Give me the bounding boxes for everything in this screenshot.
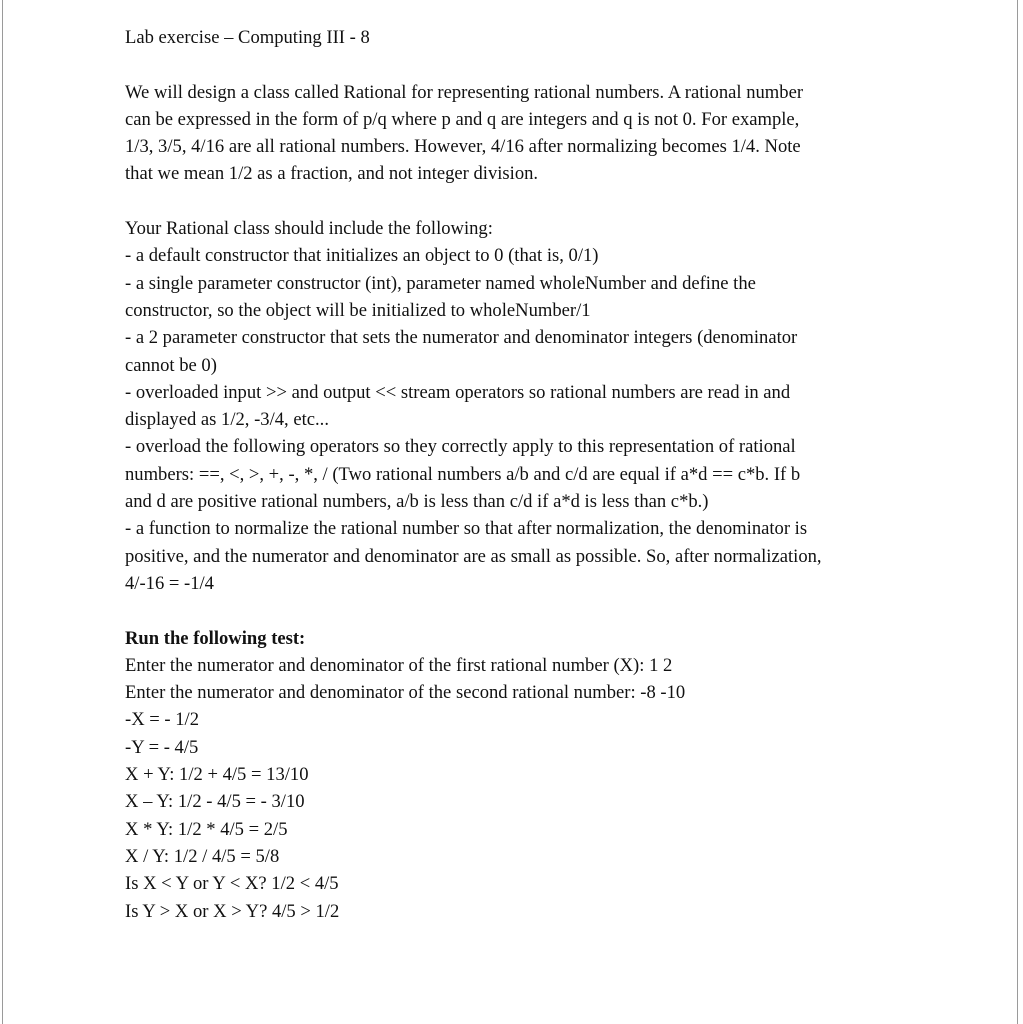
- requirements-line: cannot be 0): [125, 354, 217, 376]
- requirements-line: - overloaded input >> and output << stream operators so rational numbers are read in and: [125, 381, 791, 403]
- test-line: X / Y: 1/2 / 4/5 = 5/8: [125, 845, 280, 867]
- test-line: Is Y > X or X > Y? 4/5 > 1/2: [125, 900, 340, 922]
- test-line: X * Y: 1/2 * 4/5 = 2/5: [125, 818, 288, 840]
- spacer: [125, 188, 905, 215]
- test-line: -Y = - 4/5: [125, 736, 199, 758]
- requirements-line: - overload the following operators so they correctly apply to this representation of rational: [125, 436, 796, 458]
- requirements-line: and d are positive rational numbers, a/b is less than c/d if a*d is less than c*b.): [125, 491, 709, 513]
- intro-paragraph: [125, 79, 905, 188]
- intro-line: 1/3, 3/5, 4/16 are all rational numbers. However, 4/16 after normalizing becomes 1/4. Note: [125, 136, 801, 158]
- test-heading: Run the following test:: [125, 627, 306, 649]
- test-line: -X = - 1/2: [125, 709, 200, 731]
- requirements-line: - a default constructor that initializes an object to 0 (that is, 0/1): [125, 245, 599, 267]
- requirements-line: - a single parameter constructor (int), parameter named wholeNumber and define the: [125, 272, 756, 294]
- test-line: Is X < Y or Y < X? 1/2 < 4/5: [125, 873, 339, 895]
- test-section: [125, 625, 905, 925]
- requirements-line: constructor, so the object will be initialized to wholeNumber/1: [125, 299, 591, 321]
- document-title: Lab exercise – Computing III - 8: [125, 27, 370, 48]
- intro-line: can be expressed in the form of p/q where p and q are integers and q is not 0. For example,: [125, 108, 800, 130]
- requirements-line: Your Rational class should include the following:: [125, 218, 493, 240]
- requirements-line: 4/-16 = -1/4: [125, 572, 214, 594]
- document-body: [125, 24, 905, 925]
- requirements-line: numbers: ==, <, >, +, -, *, / (Two rational numbers a/b and c/d are equal if a*d == c*b. If b: [125, 463, 801, 485]
- requirements-line: - a 2 parameter constructor that sets the numerator and denominator integers (denominator: [125, 327, 798, 349]
- requirements-line: positive, and the numerator and denominator are as small as possible. So, after normalization,: [125, 545, 822, 567]
- requirements-line: displayed as 1/2, -3/4, etc...: [125, 409, 329, 431]
- test-line: Enter the numerator and denominator of the second rational number: -8 -10: [125, 682, 686, 704]
- test-line: X + Y: 1/2 + 4/5 = 13/10: [125, 764, 309, 786]
- test-line: Enter the numerator and denominator of the first rational number (X): 1 2: [125, 654, 673, 676]
- requirements-line: - a function to normalize the rational number so that after normalization, the denominator is: [125, 518, 808, 540]
- requirements-section: [125, 215, 905, 597]
- spacer: [125, 597, 905, 624]
- test-line: X – Y: 1/2 - 4/5 = - 3/10: [125, 791, 305, 813]
- intro-line: We will design a class called Rational for representing rational numbers. A rational number: [125, 81, 804, 103]
- intro-line: that we mean 1/2 as a fraction, and not integer division.: [125, 163, 539, 185]
- spacer: [125, 51, 905, 78]
